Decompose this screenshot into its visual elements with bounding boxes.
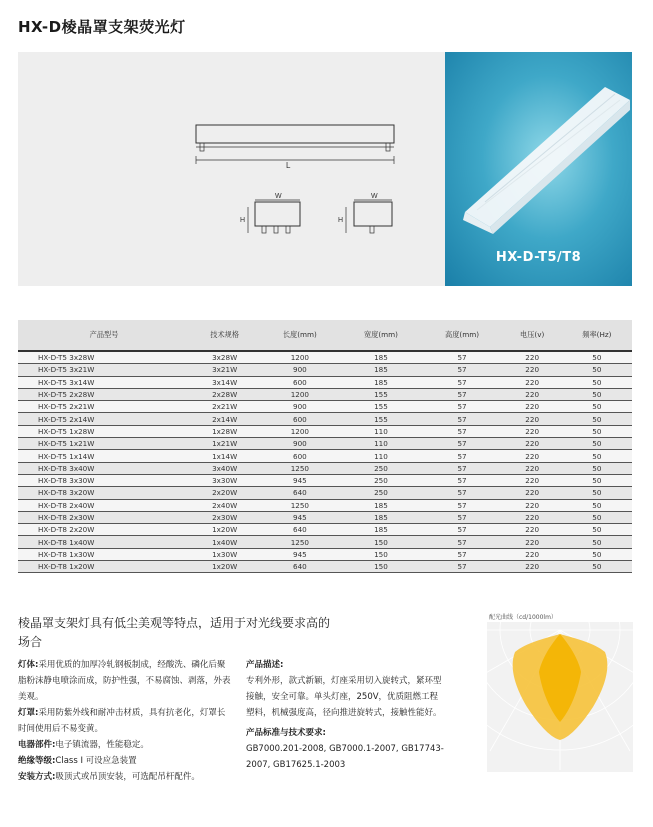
dim-label-W-2: W — [371, 193, 378, 200]
table-cell: 3x28W — [190, 351, 259, 364]
table-cell: 185 — [340, 376, 421, 388]
table-cell: 1250 — [259, 499, 340, 511]
table-cell: 1x20W — [190, 524, 259, 536]
table-cell: HX-D-T8 1x30W — [18, 548, 190, 560]
col-header: 产品型号 — [18, 320, 190, 351]
table-cell: 1250 — [259, 462, 340, 474]
features-list — [18, 657, 233, 785]
table-cell: 50 — [562, 499, 632, 511]
feature-text: 采用优质的加厚冷轧钢板制成，经酸洗、磷化后聚脂粉沫静电喷涂而成，防护性强，不易腐蚀、剥落，外表美观。 — [18, 660, 231, 702]
feature-item — [18, 737, 233, 753]
table-cell: 57 — [422, 438, 503, 450]
table-cell: 2x28W — [190, 388, 259, 400]
dim-label-W-1: W — [275, 193, 282, 200]
feature-label: 电器部件: — [18, 740, 56, 750]
table-cell: 50 — [562, 376, 632, 388]
table-cell: 640 — [259, 487, 340, 499]
table-cell: 185 — [340, 524, 421, 536]
table-cell: 50 — [562, 487, 632, 499]
table-cell: 220 — [503, 474, 562, 486]
table-cell: HX-D-T5 3x14W — [18, 376, 190, 388]
table-cell: 3x14W — [190, 376, 259, 388]
table-cell: 220 — [503, 351, 562, 364]
dim-label-H-1: H — [240, 217, 246, 224]
table-cell: 3x40W — [190, 462, 259, 474]
table-cell: 2x20W — [190, 487, 259, 499]
table-header-row — [18, 320, 632, 351]
feature-label: 灯罩: — [18, 708, 39, 718]
table-cell: 57 — [422, 388, 503, 400]
table-row — [18, 524, 632, 536]
table-cell: 50 — [562, 474, 632, 486]
table-cell: 220 — [503, 548, 562, 560]
table-row — [18, 474, 632, 486]
table-cell: 50 — [562, 548, 632, 560]
table-cell: 57 — [422, 401, 503, 413]
table-cell: 150 — [340, 548, 421, 560]
feature-text: 吸顶式或吊顶安装，可选配吊杆配件。 — [55, 772, 200, 782]
table-cell: 3x30W — [190, 474, 259, 486]
table-cell: 1200 — [259, 388, 340, 400]
table-cell: 945 — [259, 511, 340, 523]
table-cell: 945 — [259, 474, 340, 486]
col-header: 高度(mm) — [422, 320, 503, 351]
feature-label: 绝缘等级: — [18, 756, 56, 766]
table-cell: 57 — [422, 376, 503, 388]
table-row — [18, 487, 632, 499]
table-cell: 1x40W — [190, 536, 259, 548]
table-cell: 155 — [340, 401, 421, 413]
table-cell: 220 — [503, 511, 562, 523]
table-cell: 220 — [503, 462, 562, 474]
table-cell: HX-D-T5 1x21W — [18, 438, 190, 450]
polar-chart — [487, 612, 633, 772]
table-cell: 50 — [562, 401, 632, 413]
table-cell: 600 — [259, 450, 340, 462]
table-cell: 57 — [422, 425, 503, 437]
table-cell: 600 — [259, 376, 340, 388]
col-header: 长度(mm) — [259, 320, 340, 351]
table-row — [18, 450, 632, 462]
dim-label-H-2: H — [338, 217, 344, 224]
table-cell: 57 — [422, 499, 503, 511]
table-cell: 110 — [340, 425, 421, 437]
table-row — [18, 438, 632, 450]
intro-text: 棱晶罩支架灯具有低尘美观等特点，适用于对光线要求高的场合 — [18, 616, 331, 649]
product-description — [246, 657, 446, 773]
table-cell: 57 — [422, 548, 503, 560]
feature-item — [18, 753, 233, 769]
table-cell: 57 — [422, 487, 503, 499]
table-row — [18, 425, 632, 437]
table-cell: 185 — [340, 511, 421, 523]
table-cell: 155 — [340, 388, 421, 400]
table-cell: 220 — [503, 536, 562, 548]
table-cell: 220 — [503, 450, 562, 462]
table-cell: 3x21W — [190, 364, 259, 376]
table-cell: 220 — [503, 364, 562, 376]
table-cell: 250 — [340, 462, 421, 474]
desc-heading: 产品描述: — [246, 660, 284, 670]
table-cell: 150 — [340, 561, 421, 573]
table-row — [18, 351, 632, 364]
table-cell: 2x14W — [190, 413, 259, 425]
table-cell: 2x21W — [190, 401, 259, 413]
table-cell: 2x40W — [190, 499, 259, 511]
table-cell: HX-D-T5 1x28W — [18, 425, 190, 437]
table-row — [18, 388, 632, 400]
table-cell: 50 — [562, 388, 632, 400]
table-cell: 185 — [340, 499, 421, 511]
table-cell: 50 — [562, 438, 632, 450]
table-row — [18, 413, 632, 425]
table-cell: 1x28W — [190, 425, 259, 437]
table-cell: 220 — [503, 487, 562, 499]
table-cell: 640 — [259, 561, 340, 573]
table-row — [18, 561, 632, 573]
table-cell: 50 — [562, 351, 632, 364]
product-photo — [445, 52, 632, 286]
feature-item — [18, 705, 233, 737]
table-cell: HX-D-T5 2x28W — [18, 388, 190, 400]
table-cell: 57 — [422, 413, 503, 425]
technical-drawing — [18, 52, 445, 286]
table-cell: HX-D-T5 2x21W — [18, 401, 190, 413]
table-cell: HX-D-T8 2x30W — [18, 511, 190, 523]
table-cell: 57 — [422, 462, 503, 474]
table-cell: 57 — [422, 536, 503, 548]
table-cell: 220 — [503, 524, 562, 536]
table-cell: 1x14W — [190, 450, 259, 462]
table-cell: HX-D-T8 2x40W — [18, 499, 190, 511]
table-cell: 220 — [503, 388, 562, 400]
desc-text: 专利外形，款式新颖，灯座采用切入旋转式，紧环型接触，安全可靠。单头灯座，250V，优质阻燃工程塑料，机械强度高，径向推进旋转式，接触性能好。 — [246, 676, 442, 718]
table-cell: HX-D-T5 2x14W — [18, 413, 190, 425]
table-cell: 1x20W — [190, 561, 259, 573]
table-cell: 945 — [259, 548, 340, 560]
photo-caption: HX-D-T5/T8 — [495, 250, 582, 265]
table-cell: 185 — [340, 364, 421, 376]
feature-text: Class I 可设应急装置 — [55, 756, 137, 766]
table-row — [18, 364, 632, 376]
table-cell: 50 — [562, 413, 632, 425]
table-cell: HX-D-T8 1x20W — [18, 561, 190, 573]
table-cell: 220 — [503, 376, 562, 388]
table-cell: 220 — [503, 413, 562, 425]
table-row — [18, 548, 632, 560]
table-cell: 50 — [562, 536, 632, 548]
table-cell: 1x21W — [190, 438, 259, 450]
feature-item — [18, 769, 233, 785]
col-header: 频率(Hz) — [562, 320, 632, 351]
table-cell: 50 — [562, 450, 632, 462]
table-cell: 155 — [340, 413, 421, 425]
standards-text: GB7000.201-2008, GB7000.1-2007, GB17743-2007, GB17625.1-2003 — [246, 744, 444, 770]
table-cell: HX-D-T8 3x20W — [18, 487, 190, 499]
table-cell: HX-D-T8 2x20W — [18, 524, 190, 536]
polar-diagram — [487, 612, 633, 772]
table-cell: 1x30W — [190, 548, 259, 560]
table-cell: 50 — [562, 364, 632, 376]
standards-heading: 产品标准与技术要求: — [246, 728, 326, 738]
col-header: 技术规格 — [190, 320, 259, 351]
table-cell: 900 — [259, 438, 340, 450]
polar-title: 配光曲线（cd/1000lm） — [489, 614, 557, 621]
table-cell: 600 — [259, 413, 340, 425]
table-cell: HX-D-T8 3x30W — [18, 474, 190, 486]
table-cell: 57 — [422, 474, 503, 486]
table-cell: 50 — [562, 462, 632, 474]
table-row — [18, 462, 632, 474]
table-cell: 220 — [503, 425, 562, 437]
table-cell: 900 — [259, 401, 340, 413]
table-cell: 185 — [340, 351, 421, 364]
hero-banner — [18, 52, 632, 286]
table-cell: 220 — [503, 561, 562, 573]
table-cell: HX-D-T8 3x40W — [18, 462, 190, 474]
table-cell: 250 — [340, 474, 421, 486]
table-cell: 220 — [503, 499, 562, 511]
table-cell: 110 — [340, 438, 421, 450]
table-cell: 50 — [562, 561, 632, 573]
table-cell: 57 — [422, 450, 503, 462]
table-cell: 110 — [340, 450, 421, 462]
col-header: 电压(v) — [503, 320, 562, 351]
table-cell: 50 — [562, 425, 632, 437]
table-cell: 900 — [259, 364, 340, 376]
table-cell: 150 — [340, 536, 421, 548]
table-cell: 250 — [340, 487, 421, 499]
table-cell: 57 — [422, 524, 503, 536]
table-cell: 220 — [503, 401, 562, 413]
table-cell: 1250 — [259, 536, 340, 548]
table-cell: 57 — [422, 364, 503, 376]
feature-text: 电子镇流器，性能稳定。 — [55, 740, 149, 750]
table-cell: 640 — [259, 524, 340, 536]
col-header: 宽度(mm) — [340, 320, 421, 351]
table-row — [18, 401, 632, 413]
table-cell: 57 — [422, 561, 503, 573]
table-row — [18, 511, 632, 523]
dimension-drawing — [18, 52, 445, 286]
table-cell: 1200 — [259, 351, 340, 364]
table-cell: HX-D-T8 1x40W — [18, 536, 190, 548]
page-title: HX-D棱晶罩支架荧光灯 — [18, 18, 186, 36]
table-cell: 2x30W — [190, 511, 259, 523]
table-cell: 57 — [422, 351, 503, 364]
table-cell: HX-D-T5 3x28W — [18, 351, 190, 364]
feature-item — [18, 657, 233, 705]
table-cell: 57 — [422, 511, 503, 523]
table-cell: HX-D-T5 3x21W — [18, 364, 190, 376]
feature-label: 安装方式: — [18, 772, 56, 782]
feature-label: 灯体: — [18, 660, 39, 670]
table-cell: 220 — [503, 438, 562, 450]
table-row — [18, 376, 632, 388]
spec-table — [18, 320, 632, 573]
feature-text: 采用防紫外线和耐冲击材质，具有抗老化，灯罩长时间使用后不易变黄。 — [18, 708, 226, 734]
table-cell: HX-D-T5 1x14W — [18, 450, 190, 462]
table-cell: 1200 — [259, 425, 340, 437]
table-cell: 50 — [562, 511, 632, 523]
table-row — [18, 499, 632, 511]
table-row — [18, 536, 632, 548]
table-cell: 50 — [562, 524, 632, 536]
dim-label-L: L — [286, 161, 291, 170]
